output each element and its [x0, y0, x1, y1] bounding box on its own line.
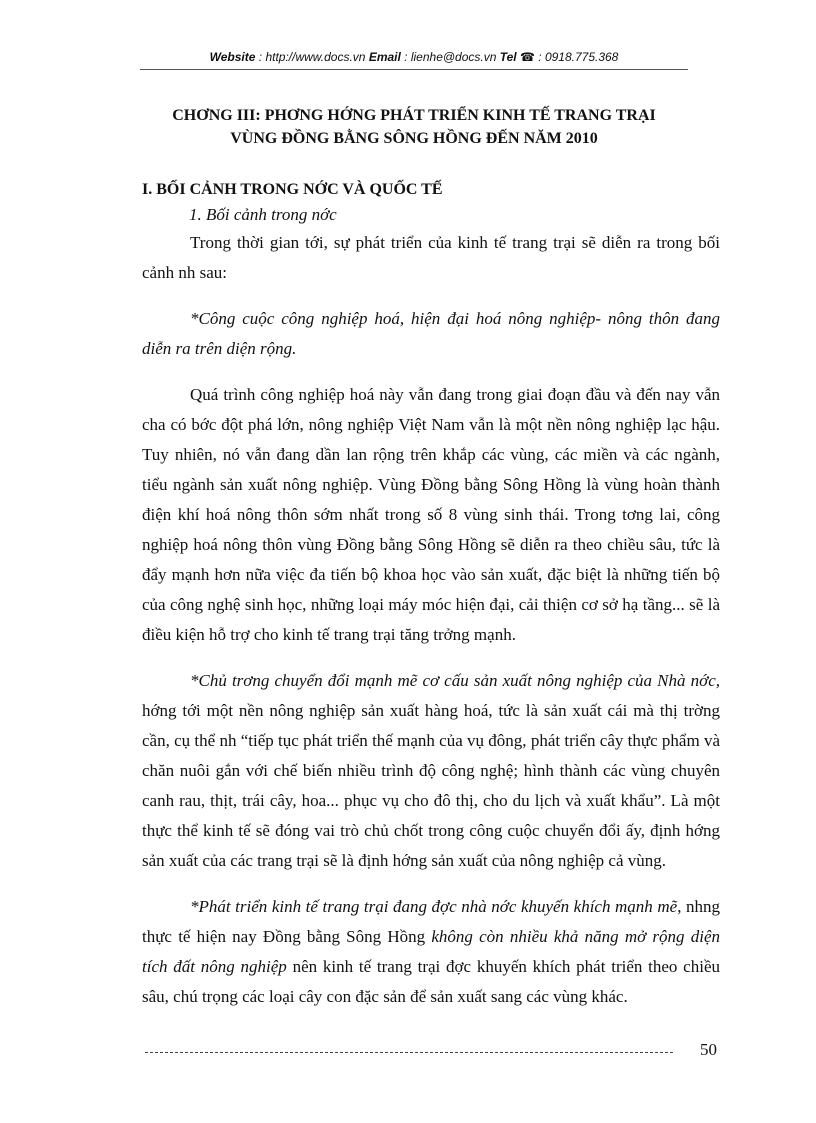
header-divider: [140, 69, 688, 70]
footer-divider: [145, 1052, 673, 1053]
page-header: [140, 50, 688, 64]
paragraph-4-italic: *Chủ trơng chuyển đổi mạnh mẽ cơ cấu sản xuất nông nghiệp của Nhà nớc,: [190, 671, 720, 690]
page-number: 50: [700, 1040, 717, 1059]
tel-label: Tel: [499, 50, 517, 64]
email-label: Email: [368, 50, 401, 64]
email-value: : lienhe@docs.vn: [400, 50, 500, 64]
paragraph-5-text-1: , nhng thực tế hiện nay Đồng bằng Sông Hồng: [142, 897, 720, 946]
paragraph-2: *Công cuộc công nghiệp hoá, hiện đại hoá nông nghiệp- nông thôn đang diễn ra trên diện rộng.: [142, 309, 720, 358]
paragraph-4: [142, 666, 720, 876]
paragraph-5: [142, 892, 720, 1012]
paragraph-5-italic-2: không còn nhiều khả năng mở rộng diện tích đất nông nghiệp: [142, 927, 720, 976]
paragraph-4-text: hớng tới một nền nông nghiệp sản xuất hàng hoá, tức là sản xuất cái mà thị trờng cần, cụ thể nh “tiếp tục phát triển thế mạnh của vụ đông, phát triển cây thực phẩm và chăn nuôi gắn với chế biến nhiều trình độ công nghệ; hình thành các vùng chuyên canh rau, thịt, trái cây, hoa... phục vụ cho đô thị, cho du lịch và xuất khẩu”. Là một thực thể kinh tế sẽ đóng vai trò chủ chốt trong công cuộc chuyển đổi ấy, định hớng sản xuất của các trang trại sẽ là định hớng sản xuất của nông nghiệp cả vùng.: [142, 701, 720, 870]
chapter-title-line-2: VÙNG ĐỒNG BẰNG SÔNG HỒNG ĐẾN NĂM 2010: [230, 130, 598, 147]
tel-value: ☎ : 0918.775.368: [516, 50, 619, 64]
chapter-title: [140, 104, 688, 150]
paragraph-5-text-2: nên kinh tế trang trại đợc khuyến khích phát triển theo chiều sâu, chú trọng các loại cây con đặc sản để sản xuất sang các vùng khác.: [142, 957, 720, 1006]
website-value: : http://www.docs.vn: [255, 50, 369, 64]
main-content: [142, 178, 720, 1028]
section-heading: I. BỐI CẢNH TRONG NỚC VÀ QUỐC TẾ: [142, 181, 443, 198]
subsection-heading: 1. Bối cảnh trong nớc: [189, 205, 337, 224]
chapter-title-line-1: CHƠNG III: PHƠNG HỚNG PHÁT TRIỂN KINH TẾ TRANG TRẠI: [172, 107, 656, 124]
paragraph-3: Quá trình công nghiệp hoá này vẫn đang trong giai đoạn đầu và đến nay vẫn cha có bớc đột phá lớn, nông nghiệp Việt Nam vẫn là một nền nông nghiệp lạc hậu. Tuy nhiên, nó vẫn đang dần lan rộng trên khắp các vùng, các miền và các ngành, tiểu ngành sản xuất nông nghiệp. Vùng Đồng bằng Sông Hồng là vùng hoàn thành điện khí hoá nông thôn sớm nhất trong số 8 vùng sinh thái. Trong tơng lai, công nghiệp hoá nông thôn vùng Đồng bằng Sông Hồng sẽ diễn ra theo chiều sâu, tức là đẩy mạnh hơn nữa việc đa tiến bộ khoa học vào sản xuất, đặc biệt là những tiến bộ của công nghệ sinh học, những loại máy móc hiện đại, cải thiện cơ sở hạ tầng... sẽ là điều kiện hỗ trợ cho kinh tế trang trại tăng trởng mạnh.: [142, 385, 720, 644]
website-label: Website: [209, 50, 256, 64]
paragraph-1: Trong thời gian tới, sự phát triển của kinh tế trang trại sẽ diễn ra trong bối cảnh nh sau:: [142, 233, 720, 282]
paragraph-5-italic-1: *Phát triển kinh tế trang trại đang đợc nhà nớc khuyến khích mạnh mẽ: [190, 897, 678, 916]
